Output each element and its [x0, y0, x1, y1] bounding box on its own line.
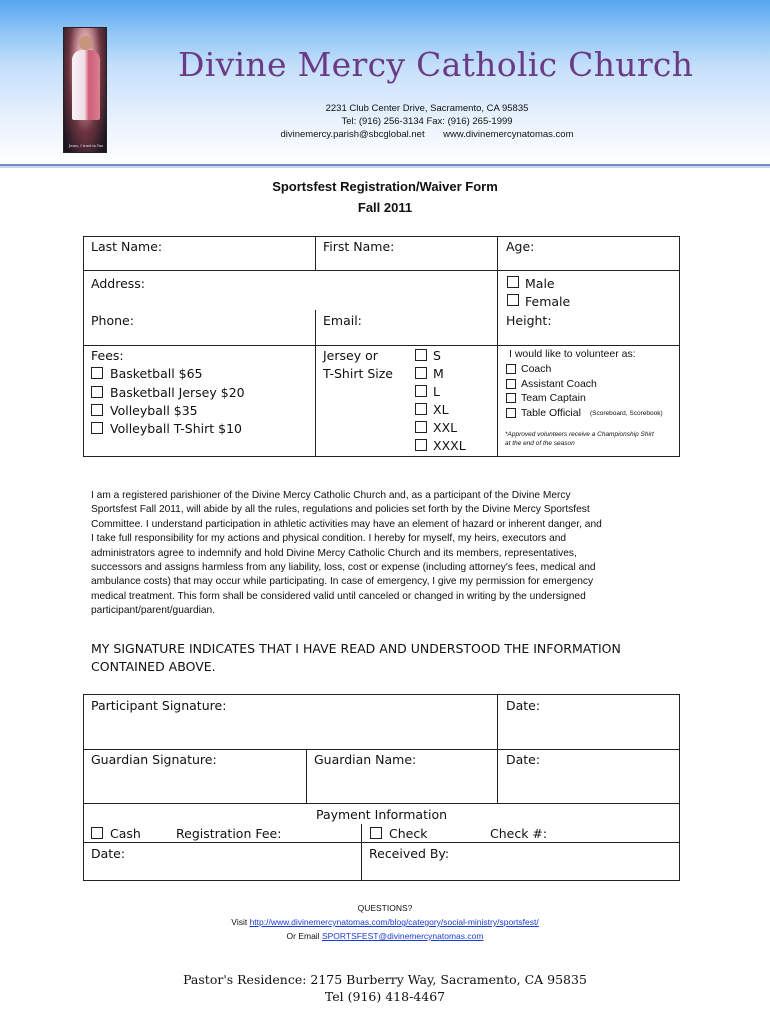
col-divider: [306, 749, 307, 803]
size-xxxl-checkbox[interactable]: [415, 439, 427, 451]
church-contact: [262, 129, 592, 140]
sportsfest-email-link[interactable]: SPORTSFEST@divinemercynatomas.com: [321, 931, 484, 941]
waiver-line: ambulance costs) that may occur while participating. In case of emergency, I give my permission for emergency: [91, 576, 594, 588]
waiver-text: [91, 489, 683, 619]
tshirt-size-label: T-Shirt Size: [323, 366, 394, 381]
age-label: Age:: [506, 239, 535, 254]
female-label: Female: [525, 294, 571, 309]
row-divider: [83, 842, 680, 843]
volunteer-label: I would like to volunteer as:: [509, 348, 636, 360]
basketball-jersey-checkbox[interactable]: [91, 386, 103, 398]
payment-date-label: Date:: [91, 846, 126, 861]
coach-label: Coach: [521, 363, 552, 375]
table-official-label: Table Official: [521, 407, 581, 419]
cash-label: Cash: [110, 826, 141, 841]
volleyball-tshirt-checkbox[interactable]: [91, 422, 103, 434]
waiver-line: successors and assigns harmless from any liability, loss, cost or expense (including attorney's fees, medical and: [91, 562, 596, 574]
page-header: [0, 0, 770, 168]
acknowledgement-line-1: MY SIGNATURE INDICATES THAT I HAVE READ AND UNDERSTOOD THE INFORMATION: [91, 641, 621, 656]
waiver-line: Sportsfest Fall 2011, will abide by all the rules, regulations and policies set forth by the Divine Mercy Sportsfest: [91, 504, 590, 516]
team-captain-checkbox[interactable]: [506, 393, 516, 403]
male-label: Male: [525, 276, 555, 291]
col-divider: [497, 270, 498, 310]
email-prefix: Or Email: [286, 931, 322, 941]
church-website: www.divinemercynatomas.com: [443, 129, 574, 140]
assistant-coach-checkbox[interactable]: [506, 379, 516, 389]
pastor-residence: Pastor's Residence: 2175 Burberry Way, Sacramento, CA 95835: [183, 972, 587, 987]
waiver-line: I am a registered parishioner of the Divine Mercy Catholic Church and, as a participant of the Divine Mercy: [91, 490, 571, 501]
church-phones: Tel: (916) 256-3134 Fax: (916) 265-1999: [341, 116, 513, 127]
portrait-head: [79, 36, 93, 50]
phone-label: Phone:: [91, 313, 134, 328]
sportsfest-link[interactable]: http://www.divinemercynatomas.com/blog/category/social-ministry/sportsfest/: [249, 917, 539, 927]
size-l-checkbox[interactable]: [415, 385, 427, 397]
questions-heading: QUESTIONS?: [357, 903, 413, 913]
cash-checkbox[interactable]: [91, 827, 103, 839]
col-divider: [497, 694, 498, 803]
waiver-line: I take full responsibility for my actions and physical condition. I hereby for myself, my heirs, executors and: [91, 533, 567, 545]
fees-label: Fees:: [91, 348, 124, 363]
portrait-figure: [72, 50, 100, 120]
address-label: Address:: [91, 276, 145, 291]
team-captain-label: Team Captain: [521, 392, 586, 404]
waiver-line: administrators agree to indemnify and hold Divine Mercy Catholic Church and its members, representatives,: [91, 547, 577, 559]
received-by-label: Received By:: [369, 846, 450, 861]
size-xl-checkbox[interactable]: [415, 403, 427, 415]
acknowledgement-line-2: CONTAINED ABOVE.: [91, 659, 216, 674]
form-season: Fall 2011: [357, 200, 413, 215]
size-xl-label: XL: [433, 402, 449, 417]
col-divider: [497, 310, 498, 345]
check-checkbox[interactable]: [370, 827, 382, 839]
size-xxl-checkbox[interactable]: [415, 421, 427, 433]
height-label: Height:: [506, 313, 552, 328]
participant-signature-label: Participant Signature:: [91, 698, 227, 713]
guardian-signature-label: Guardian Signature:: [91, 752, 217, 767]
volleyball-fee-label: Volleyball $35: [110, 403, 198, 418]
row-divider: [83, 270, 680, 271]
table-official-note: (Scoreboard, Scorebook): [590, 410, 663, 417]
volleyball-tshirt-label: Volleyball T-Shirt $10: [110, 421, 242, 436]
form-title: Sportsfest Registration/Waiver Form: [272, 179, 498, 194]
basketball-fee-label: Basketball $65: [110, 366, 203, 381]
email-label: Email:: [323, 313, 362, 328]
guardian-name-label: Guardian Name:: [314, 752, 417, 767]
volunteer-note-1: *Approved volunteers receive a Championship Shirt: [505, 431, 654, 438]
registration-fee-label: Registration Fee:: [176, 826, 282, 841]
waiver-line: participant/parent/guardian.: [91, 605, 216, 617]
check-number-label: Check #:: [490, 826, 548, 841]
pastor-tel: Tel (916) 418-4467: [324, 989, 446, 1004]
size-xxxl-label: XXXL: [433, 438, 466, 453]
waiver-line: medical treatment. This form shall be considered valid until canceled or changed in writing by the undersigned: [91, 590, 586, 602]
email-line: [0, 931, 770, 941]
size-s-checkbox[interactable]: [415, 349, 427, 361]
coach-checkbox[interactable]: [506, 364, 516, 374]
basketball-jersey-label: Basketball Jersey $20: [110, 385, 245, 400]
first-name-label: First Name:: [323, 239, 395, 254]
size-m-label: M: [433, 366, 444, 381]
guardian-date-label: Date:: [506, 752, 541, 767]
jersey-size-label: Jersey or: [323, 348, 378, 363]
divine-mercy-image: [63, 27, 107, 153]
payment-heading: Payment Information: [315, 807, 448, 822]
row-divider: [83, 803, 680, 804]
header-divider: [0, 164, 770, 166]
col-divider: [361, 824, 362, 881]
col-divider: [315, 310, 316, 345]
size-s-label: S: [433, 348, 441, 363]
male-checkbox[interactable]: [507, 276, 519, 288]
basketball-fee-checkbox[interactable]: [91, 367, 103, 379]
col-divider: [315, 236, 316, 270]
last-name-label: Last Name:: [91, 239, 163, 254]
church-name: Divine Mercy Catholic Church: [178, 45, 694, 84]
female-checkbox[interactable]: [507, 294, 519, 306]
waiver-line: Committee. I understand participation in athletic activities may have an element of hazard or inherent danger, and: [91, 518, 602, 530]
size-l-label: L: [433, 384, 440, 399]
col-divider: [497, 236, 498, 270]
size-xxl-label: XXL: [433, 420, 458, 435]
visit-prefix: Visit: [231, 917, 250, 927]
volunteer-note-2: at the end of the season: [505, 440, 575, 447]
volleyball-fee-checkbox[interactable]: [91, 404, 103, 416]
check-label: Check: [389, 826, 428, 841]
participant-date-label: Date:: [506, 698, 541, 713]
row-divider: [83, 345, 680, 346]
church-address: 2231 Club Center Drive, Sacramento, CA 95835: [325, 103, 529, 114]
assistant-coach-label: Assistant Coach: [521, 378, 597, 390]
size-m-checkbox[interactable]: [415, 367, 427, 379]
table-official-checkbox[interactable]: [506, 408, 516, 418]
col-divider: [497, 345, 498, 457]
portrait-caption: Jesus, I trust in You: [68, 144, 104, 148]
church-email: divinemercy.parish@sbcglobal.net: [280, 129, 425, 140]
visit-line: [0, 917, 770, 927]
row-divider: [83, 749, 680, 750]
col-divider: [315, 345, 316, 457]
